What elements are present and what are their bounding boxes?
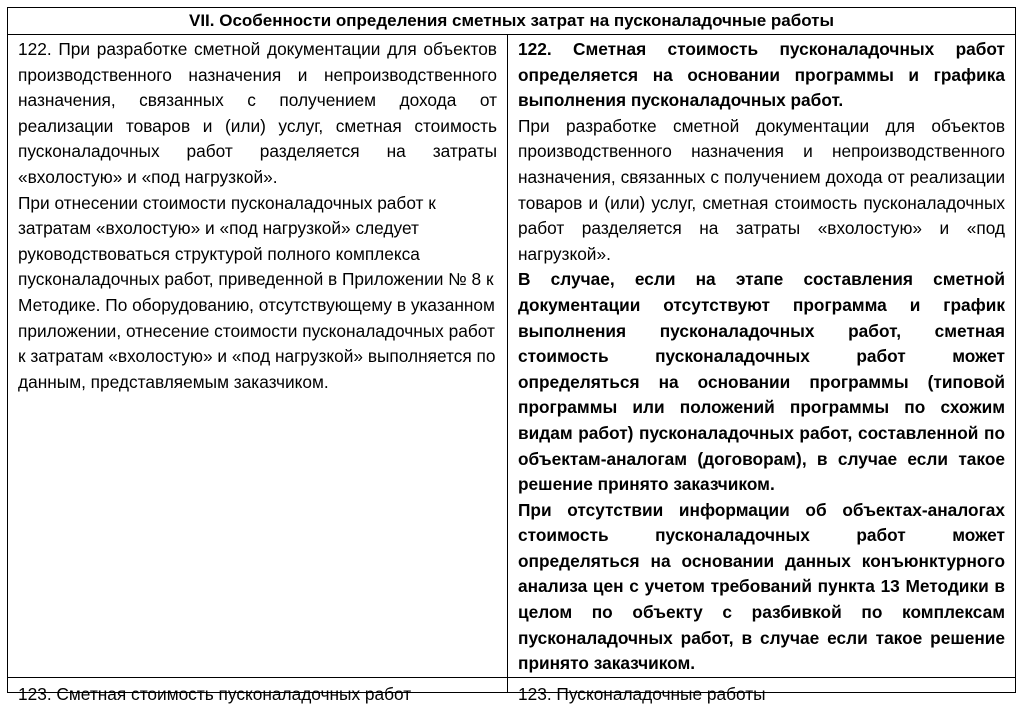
next-row-right-text: 123. Пусконаладочные работы <box>518 683 766 704</box>
right-paragraph-1: 122. Сметная стоимость пусконаладочных работ определяется на основании программы и графика выполнения пусконаладочных работ. <box>518 39 1006 111</box>
left-paragraph-1: 122. При разработке сметной документации для объектов производственного назначения и непроизводственного назначения, связанных с получением дохода от реализации товаров и (или) услуг, сметная стоимость пусконаладочных работ разделяется на затраты «вхолостую» и «под нагрузкой». <box>18 39 497 187</box>
left-paragraph-2: При отнесении стоимости пусконаладочных работ к затратам «вхолостую» и «под нагрузкой» следует руководствоваться структурой полного комплекса пусконаладочных работ, приведенной в Приложении № 8 к Методике. По оборудованию, отсутствующему в указанном приложении, отнесение стоимости пусконаладочных работ к затратам «вхолостую» и «под нагрузкой» выполняется по данным, представляемым заказчиком. <box>18 192 496 392</box>
content-row <box>8 35 1016 678</box>
next-row-right-cell <box>508 677 1016 704</box>
comparison-table <box>7 7 1016 704</box>
section-header-row <box>8 8 1016 35</box>
right-cell <box>508 35 1016 678</box>
next-row-left-cell <box>8 677 508 704</box>
next-row <box>8 677 1016 692</box>
right-paragraph-2: При разработке сметной документации для объектов производственного назначения и непроизводственного назначения, связанных с получением дохода от реализации товаров и (или) услуг, сметная стоимость пусконаладочных работ разделяется на затраты «вхолостую» и «под нагрузкой». <box>518 115 1006 264</box>
next-row-left-text: 123. Сметная стоимость пусконаладочных работ <box>18 683 412 704</box>
section-title: VII. Особенности определения сметных затрат на пусконаладочные работы <box>8 8 1016 35</box>
left-cell <box>8 35 508 678</box>
right-paragraph-3: В случае, если на этапе составления сметной документации отсутствуют программа и график выполнения пусконаладочных работ, сметная стоимость пусконаладочных работ может определяться на основании программы (типовой программы или положений программы по схожим видам работ) пусконаладочных работ, составленной по объектам-аналогам (договорам), в случае если такое решение принято заказчиком. <box>518 269 1006 495</box>
right-paragraph-4: При отсутствии информации об объектах-аналогах стоимость пусконаладочных работ может определяться на основании данных конъюнктурного анализа цен с учетом требований пункта 13 Методики в целом по объекту с разбивкой по комплексам пусконаладочных работ, в случае если такое решение принято заказчиком. <box>518 499 1006 674</box>
